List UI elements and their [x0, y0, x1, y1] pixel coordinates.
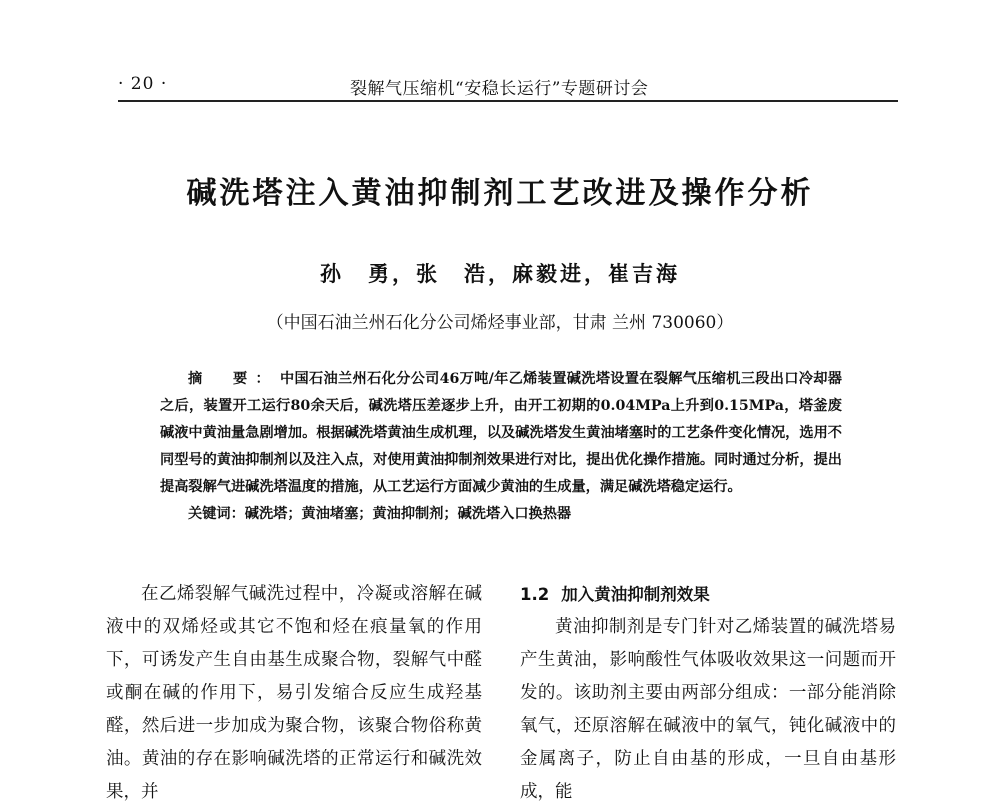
abstract-block [160, 366, 842, 528]
body-column-left [106, 578, 482, 809]
abstract-label: 摘 要： [188, 371, 279, 387]
author-affiliation: （中国石油兰州石化分公司烯烃事业部，甘肃 兰州 730060） [266, 313, 734, 333]
abstract-text: 中国石油兰州石化分公司46万吨/年乙烯装置碱洗塔设置在裂解气压缩机三段出口冷却器之后，装置开工运行80余天后，碱洗塔压差逐步上升，由开工初期的0.04MPa上升到0.15MPa，塔釜废碱液中黄油量急剧增加。根据碱洗塔黄油生成机理，以及碱洗塔发生黄油堵塞时的工艺条件变化情况，选用不同型号的黄油抑制剂以及注入点，对使用黄油抑制剂效果进行对比，提出优化操作措施。同时通过分析，提出提高裂解气进碱洗塔温度的措施，从工艺运行方面减少黄油的生成量，满足碱洗塔稳定运行。 [160, 371, 842, 495]
body-paragraph: 在乙烯裂解气碱洗过程中，冷凝或溶解在碱液中的双烯烃或其它不饱和烃在痕量氧的作用下，可诱发产生自由基生成聚合物，裂解气中醛或酮在碱的作用下，易引发缩合反应生成羟基醛，然后进一步加成为聚合物，该聚合物俗称黄油。黄油的存在影响碱洗塔的正常运行和碱洗效果，并 [106, 584, 482, 802]
section-heading-text: 加入黄油抑制剂效果 [561, 585, 710, 604]
running-title: 裂解气压缩机“安稳长运行”专题研讨会 [350, 79, 649, 99]
section-number: 1.2 [520, 585, 550, 604]
author-list: 孙 勇，张 浩，麻毅进，崔吉海 [320, 261, 680, 286]
section-heading [520, 578, 896, 611]
page-number: · 20 · [118, 74, 168, 94]
keywords-label: 关键词： [188, 506, 245, 522]
keywords-line [160, 501, 842, 528]
abstract-paragraph [160, 366, 842, 501]
body-column-right [520, 578, 896, 809]
article-title: 碱洗塔注入黄油抑制剂工艺改进及操作分析 [186, 176, 814, 211]
keywords-text: 碱洗塔；黄油堵塞；黄油抑制剂；碱洗塔入口换热器 [244, 506, 572, 522]
body-paragraph: 黄油抑制剂是专门针对乙烯装置的碱洗塔易产生黄油，影响酸性气体吸收效果这一问题而开发的。该助剂主要由两部分组成：一部分能消除氧气，还原溶解在碱液中的氧气，钝化碱液中的金属离子，防止自由基的形成，一旦自由基形成，能 [520, 617, 896, 802]
running-header [118, 70, 898, 102]
